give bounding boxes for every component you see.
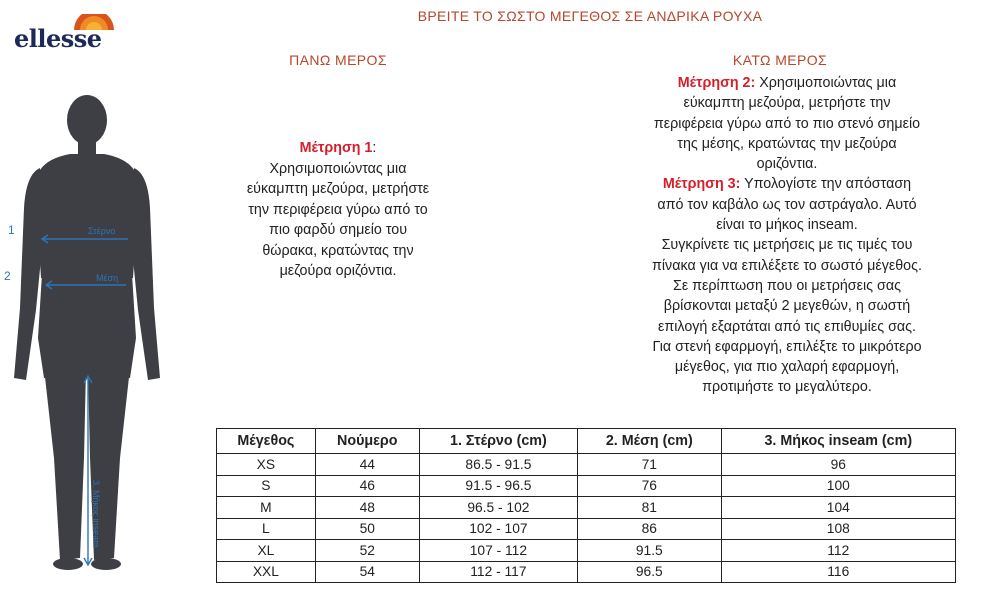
body-figure xyxy=(0,78,200,598)
cell-inseam: 112 xyxy=(721,540,955,562)
waist-label: Μέση xyxy=(96,273,119,283)
measure-num-2: 2 xyxy=(4,269,11,283)
inseam-label: 3. Μήκος inseam xyxy=(91,480,101,548)
cell-inseam: 100 xyxy=(721,475,955,497)
cell-number: 48 xyxy=(315,497,419,519)
bottom-line: Συγκρίνετε τις μετρήσεις με τις τιμές του xyxy=(661,237,913,254)
cell-inseam: 104 xyxy=(721,497,955,519)
col-header-waist: 2. Μέση (cm) xyxy=(578,429,722,454)
top-section-heading: ΠΑΝΩ ΜΕΡΟΣ xyxy=(289,52,387,68)
cell-chest: 91.5 - 96.5 xyxy=(419,475,577,497)
cell-inseam: 116 xyxy=(721,561,955,583)
cell-chest: 86.5 - 91.5 xyxy=(419,454,577,476)
table-row xyxy=(217,497,956,519)
table-row xyxy=(217,540,956,562)
body-silhouette xyxy=(14,95,160,570)
col-header-chest: 1. Στέρνο (cm) xyxy=(419,429,577,454)
bottom-line: είναι το μήκος inseam. xyxy=(716,217,858,234)
cell-size: XS xyxy=(217,454,316,476)
top-line: Χρησιμοποιώντας μια xyxy=(269,160,407,177)
bottom-line: οριζόντια. xyxy=(756,156,818,173)
size-table xyxy=(216,428,956,583)
top-line: την περιφέρεια γύρω από το xyxy=(248,201,428,218)
bottom-line: της μέσης, κρατώντας την μεζούρα xyxy=(677,135,897,152)
measure-1-colon: : xyxy=(372,140,377,156)
measure-2-line xyxy=(606,73,968,93)
measure-1-line xyxy=(218,138,458,159)
logo-wordmark: ellesse xyxy=(14,24,102,53)
col-header-number: Νούμερο xyxy=(315,429,419,454)
brand-logo xyxy=(14,14,124,54)
cell-waist: 86 xyxy=(578,518,722,540)
measure-1-label: Μέτρηση 1 xyxy=(299,140,373,156)
bottom-line: εύκαμπτη μεζούρα, μετρήστε την xyxy=(683,95,891,112)
cell-waist: 76 xyxy=(578,475,722,497)
measure-3-line xyxy=(606,174,968,194)
chest-label: Στέρνο xyxy=(88,226,116,236)
cell-waist: 96.5 xyxy=(578,561,722,583)
top-instructions xyxy=(218,138,458,282)
cell-number: 50 xyxy=(315,518,419,540)
cell-chest: 107 - 112 xyxy=(419,540,577,562)
cell-size: L xyxy=(217,518,316,540)
measure-3-label: Μέτρηση 3: xyxy=(662,176,741,193)
table-header-row xyxy=(217,429,956,454)
measure-num-1: 1 xyxy=(8,223,15,237)
cell-size: XXL xyxy=(217,561,316,583)
cell-waist: 81 xyxy=(578,497,722,519)
bottom-line: Για στενή εφαρμογή, επιλέξτε το μικρότερο xyxy=(652,338,922,355)
bottom-line: μέγεθος, για πιο χαλαρή εφαρμογή, xyxy=(674,359,900,376)
bottom-line: πίνακα για να επιλέξετε το σωστό μέγεθος. xyxy=(652,257,922,274)
cell-size: XL xyxy=(217,540,316,562)
bottom-line: περιφέρεια γύρω από το πιο στενό σημείο xyxy=(653,115,921,132)
bottom-instructions xyxy=(606,73,968,398)
cell-number: 46 xyxy=(315,475,419,497)
measure-2-label: Μέτρηση 2: xyxy=(677,75,756,91)
cell-number: 54 xyxy=(315,561,419,583)
cell-number: 52 xyxy=(315,540,419,562)
col-header-size: Μέγεθος xyxy=(217,429,316,454)
cell-chest: 112 - 117 xyxy=(419,561,577,583)
table-row xyxy=(217,561,956,583)
bottom-section-heading: ΚΑΤΩ ΜΕΡΟΣ xyxy=(732,52,828,68)
table-row xyxy=(217,454,956,476)
cell-number: 44 xyxy=(315,454,419,476)
bottom-line: βρίσκονται μεταξύ 2 μεγεθών, η σωστή xyxy=(663,298,911,315)
bottom-line: επιλογή εξαρτάται από τις επιθυμίες σας. xyxy=(657,318,917,335)
bottom-line: προτιμήστε το μεγαλύτερο. xyxy=(702,379,872,396)
top-line: εύκαμπτη μεζούρα, μετρήστε xyxy=(246,181,430,197)
cell-waist: 91.5 xyxy=(578,540,722,562)
table-row xyxy=(217,518,956,540)
bottom-line: Σε περίπτωση που οι μετρήσεις σας xyxy=(672,277,901,294)
cell-size: S xyxy=(217,475,316,497)
measure-3-first: Υπολογίστε την απόσταση xyxy=(744,176,912,193)
cell-chest: 102 - 107 xyxy=(419,518,577,540)
col-header-inseam: 3. Μήκος inseam (cm) xyxy=(721,429,955,454)
measure-2-first: Χρησιμοποιώντας μια xyxy=(759,75,897,91)
page-title: ΒΡΕΙΤΕ ΤΟ ΣΩΣΤΟ ΜΕΓΕΘΟΣ ΣΕ ΑΝΔΡΙΚΑ ΡΟΥΧΑ xyxy=(417,8,763,24)
top-line: μεζούρα οριζόντια. xyxy=(279,263,397,279)
cell-size: M xyxy=(217,497,316,519)
cell-chest: 96.5 - 102 xyxy=(419,497,577,519)
table-row xyxy=(217,475,956,497)
top-line: θώρακα, κρατώντας την xyxy=(262,242,414,259)
cell-inseam: 108 xyxy=(721,518,955,540)
cell-waist: 71 xyxy=(578,454,722,476)
cell-inseam: 96 xyxy=(721,454,955,476)
bottom-line: από τον καβάλο ως τον αστράγαλο. Αυτό xyxy=(657,196,917,213)
top-line: πιο φαρδύ σημείο του xyxy=(268,222,408,238)
